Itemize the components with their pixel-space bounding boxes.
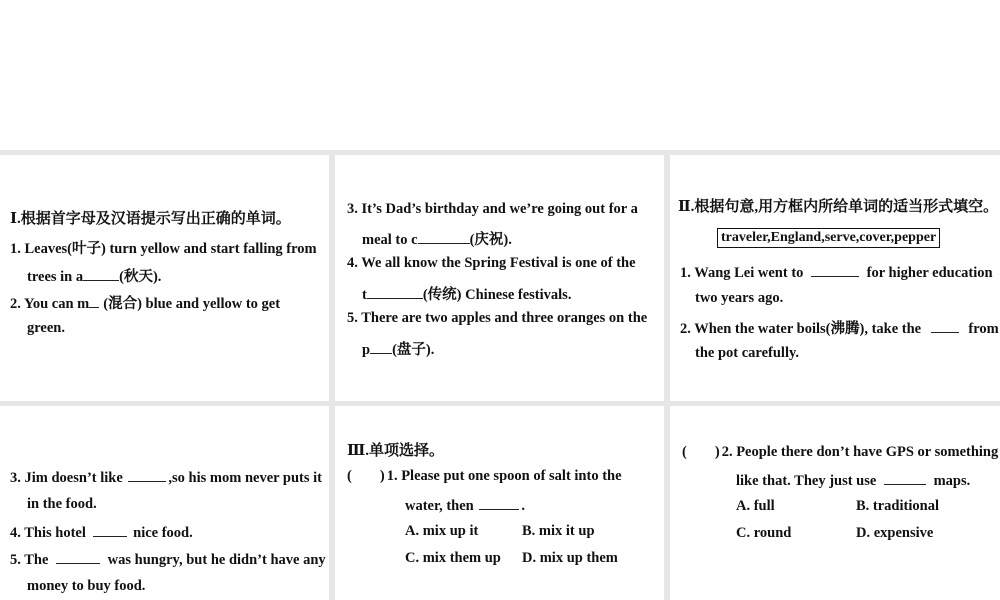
- option-d[interactable]: D. mix up them: [522, 550, 618, 566]
- question-1-line2: [27, 265, 161, 286]
- choice-question-2-text-end: maps.: [933, 473, 971, 489]
- answer-blank[interactable]: [884, 471, 926, 485]
- content-grid: [0, 150, 1000, 600]
- fill-question-1-line1: [680, 263, 993, 282]
- panel-multiple-choice-part2: [670, 406, 1000, 600]
- panel-vocab-part2: [335, 155, 664, 401]
- fill-question-3-line2: in the food.: [27, 496, 97, 512]
- choice-question-1-text-cont: water, then: [405, 498, 474, 514]
- answer-blank[interactable]: [418, 230, 470, 244]
- question-2-text: 2. You can m: [10, 296, 90, 312]
- option-a[interactable]: A. full: [736, 498, 775, 514]
- question-3-line2: [362, 228, 512, 249]
- fill-question-2-line2: the pot carefully.: [695, 345, 800, 361]
- question-4-text: t: [362, 287, 367, 303]
- question-2-line1: [10, 292, 280, 313]
- option-c[interactable]: C. round: [736, 525, 792, 541]
- option-b[interactable]: B. traditional: [856, 498, 939, 514]
- fill-question-4-text: 4. This hotel: [10, 525, 86, 541]
- answer-blank[interactable]: [367, 285, 423, 299]
- answer-paren-open[interactable]: (: [682, 444, 687, 460]
- option-c[interactable]: C. mix them up: [405, 550, 501, 566]
- question-1-text: trees in a: [27, 269, 84, 285]
- question-3-hint: (庆祝).: [469, 232, 512, 248]
- question-1-hint: (秋天).: [119, 269, 162, 285]
- fill-question-4-text-end: nice food.: [133, 525, 193, 541]
- fill-question-3-text: 3. Jim doesn’t like: [10, 470, 123, 486]
- question-5-text: p: [362, 342, 371, 358]
- answer-blank[interactable]: [89, 294, 99, 308]
- choice-question-2-text: 2. People there don’t have GPS or something: [721, 444, 999, 460]
- answer-blank[interactable]: [128, 468, 166, 482]
- question-2-line2: green.: [27, 320, 65, 336]
- option-d[interactable]: D. expensive: [856, 525, 934, 541]
- panel-fill-in-part2: [0, 406, 329, 600]
- panel-fill-in-part1: [670, 155, 1000, 401]
- choice-question-2-line1: [682, 444, 998, 461]
- fill-question-3-line1: [10, 468, 322, 487]
- answer-blank[interactable]: [93, 523, 127, 537]
- question-5-line1: 5. There are two apples and three oranges on the: [347, 310, 648, 326]
- option-b[interactable]: B. mix it up: [522, 523, 595, 539]
- fill-question-1-text: 1. Wang Lei went to: [680, 265, 804, 281]
- choice-question-2-text-cont: like that. They just use: [736, 473, 877, 489]
- word-box: traveler,England,serve,cover,pepper: [717, 228, 940, 248]
- section-heading-1: Ⅰ.根据首字母及汉语提示写出正确的单词。: [10, 211, 291, 227]
- answer-blank[interactable]: [811, 263, 859, 277]
- panel-multiple-choice-part1: [335, 406, 664, 600]
- fill-question-5-line1: [10, 550, 326, 569]
- fill-question-1-text-end: for higher education: [866, 265, 993, 281]
- choice-question-1-period: .: [521, 498, 525, 514]
- question-1-line1: 1. Leaves(叶子) turn yellow and start falling from: [10, 241, 317, 257]
- fill-question-5-text-end: was hungry, but he didn’t have any: [107, 552, 326, 568]
- option-a[interactable]: A. mix up it: [405, 523, 479, 539]
- question-4-hint: (传统) Chinese festivals.: [422, 287, 572, 303]
- question-4-line1: 4. We all know the Spring Festival is one of the: [347, 255, 636, 271]
- fill-question-2-line1: [680, 317, 999, 338]
- answer-paren-close[interactable]: ): [379, 468, 385, 484]
- section-heading-2: Ⅱ.根据句意,用方框内所给单词的适当形式填空。: [678, 199, 999, 215]
- choice-question-1-line2: [405, 496, 525, 515]
- choice-question-1-line1: [347, 468, 622, 485]
- fill-question-3-text-end: ,so his mom never puts it: [168, 470, 323, 486]
- question-5-line2: [362, 338, 434, 359]
- fill-question-4: [10, 523, 193, 542]
- answer-blank[interactable]: [56, 550, 100, 564]
- question-2-hint: (混合) blue and yellow to get: [103, 296, 281, 312]
- question-4-line2: [362, 283, 571, 304]
- answer-blank[interactable]: [83, 267, 119, 281]
- fill-question-2-text-end: from: [968, 321, 999, 337]
- answer-paren-open[interactable]: (: [347, 468, 352, 484]
- question-5-hint: (盘子).: [392, 342, 435, 358]
- fill-question-5-text: 5. The: [10, 552, 49, 568]
- question-3-line1: 3. It’s Dad’s birthday and we’re going out for a: [347, 201, 638, 217]
- section-heading-3: Ⅲ.单项选择。: [347, 443, 445, 459]
- answer-blank[interactable]: [931, 319, 959, 333]
- panel-vocab-part1: [0, 155, 329, 401]
- question-3-text: meal to c: [362, 232, 418, 248]
- fill-question-2-text: 2. When the water boils(沸腾), take the: [680, 321, 922, 337]
- choice-question-1-text: 1. Please put one spoon of salt into the: [386, 468, 622, 484]
- answer-blank[interactable]: [479, 496, 519, 510]
- fill-question-1-line2: two years ago.: [695, 290, 784, 306]
- fill-question-5-line2: money to buy food.: [27, 578, 146, 594]
- choice-question-2-line2: [736, 471, 970, 490]
- answer-paren-close[interactable]: ): [714, 444, 720, 460]
- answer-blank[interactable]: [370, 340, 392, 354]
